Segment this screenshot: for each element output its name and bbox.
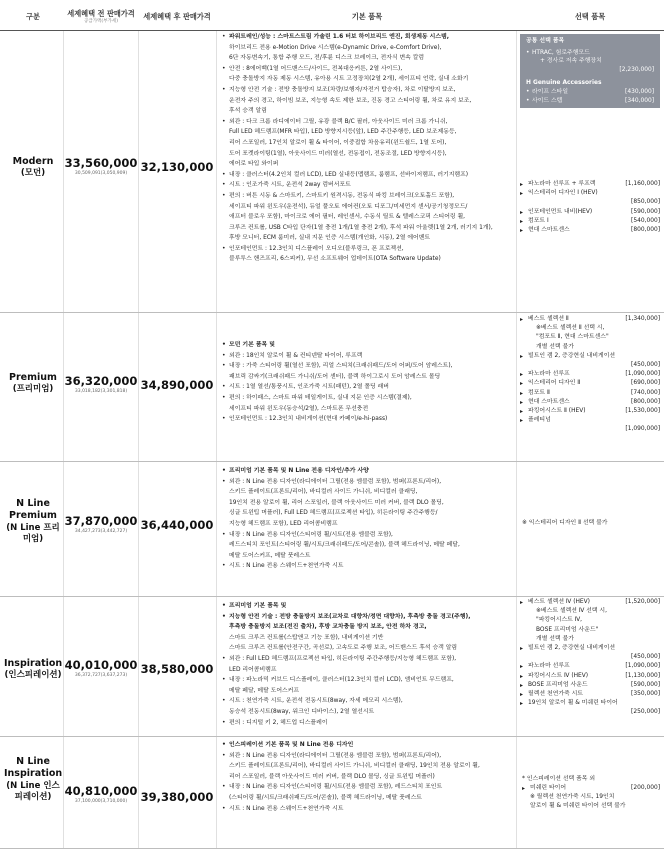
trim-name-nline-premium — [4, 498, 62, 545]
note-line: ※ 릴렉션 천연가죽 시트, 19인치 — [530, 794, 615, 800]
option-price: [450,000] — [631, 654, 660, 661]
header-features: 기본 품목 — [351, 11, 383, 21]
trim-name: N Line Premium — [9, 498, 57, 522]
feature-line: 크루즈 컨트롤, USB C타입 단자(1열 충전 1개/1열 충전 2개), 후석 파워 아울렛(1열 2개, 러기지 1개), — [229, 224, 493, 231]
nline-premium-note: ※ 익스테리어 디자인 Ⅱ 선택 불가 — [522, 520, 608, 526]
feature-line: 에어로 타입 와이퍼 — [229, 161, 279, 168]
option-bose-sound[interactable]: ▸ BOSE 프리미엄 사운드 [590,000] — [520, 681, 660, 690]
trim-name-ko: (N Line 프리미엄) — [6, 522, 60, 544]
option-price: [450,000] — [631, 362, 660, 369]
option-note: "컴포트 Ⅱ, 현대 스마트센스" — [536, 334, 609, 341]
option-platinum[interactable]: ▸ 플레티넘 — [520, 416, 660, 425]
option-panorama-sunroof[interactable]: ▸ 파노라마 선루프 [1,090,000] — [520, 662, 660, 671]
trim-name-ko: (프리미엄) — [12, 384, 54, 395]
feature-line: 지능형 헤드램프 포함), LED 리어콤비램프 — [229, 520, 338, 527]
price-after-nline-premium: 36,440,000 — [140, 518, 214, 532]
feature-line: • 내장 : 가죽 스티어링 휠(열선 포함), 리얼 스티치(크래쉬패드/도어 어퍼/도어 암레스트), — [222, 361, 512, 372]
header-trim: 구분 — [26, 11, 40, 21]
feature-line: 싱글 트윈팁 머플러), Full LED 헤드램프(프로젝션 타입), 히든라이팅 주간주행등/ — [229, 510, 438, 517]
column-divider — [216, 31, 217, 849]
feature-line: • 내장 : N Line 전용 디자인(스티어링 휠/시트(전용 엠블럼 포함), 레드스티치 포인트 — [222, 782, 512, 793]
feature-line: 애프터 블로우 포함), 마이크로 에어 필터, 레인센서, 수동식 틸트 & 텔레스코픽 스티어링 휠, — [229, 214, 466, 221]
feature-line: • 인포테인먼트 : 12.3인치 디스플레이 오디오(블루링크, 폰 프로젝션, — [222, 244, 512, 255]
features-nline-inspiration — [222, 740, 512, 814]
trim-name-modern — [4, 156, 62, 179]
options-modern — [520, 180, 660, 235]
trim-name-nline-inspiration — [4, 756, 62, 803]
option-19inch-wheel[interactable]: ▸ 19인치 알로이 휠 & 미쉐린 타이어 — [520, 699, 660, 708]
option-note: BOSE 프리미엄 사운드" — [536, 626, 599, 633]
feature-line: • 외관 : 18인치 알로이 휠 & 컨티넨탈 타이어, 루프랙 — [222, 351, 512, 362]
feature-line: 스마트 크루즈 컨트롤(안전구간, 곡선로), 고속도로 주행 보조, 어드밴스드 후석 승객 알림 — [229, 645, 458, 652]
option-note: 개별 선택 불가 — [536, 343, 574, 350]
feature-line: 6단 자동변속기, 통합 주행 모드, 전/후륜 디스크 브레이크, 전자식 변속 칼럼 — [229, 55, 425, 62]
feature-line: • 안전 : 8에어백(1열 어드밴스드/사이드, 전복대응커튼, 2열 사이드), — [222, 64, 512, 75]
feature-line: • 지능형 안전 기술 : 전방 충돌방지 보조(교차로 대향차/정면 대향차), 후측방 충돌 경고(주행), — [222, 612, 512, 623]
feature-line: 리어 스포일러, 블랙 아웃사이드 미러 커버, 블랙 DLO 몰딩, 싱글 트윈팁 머플러) — [229, 773, 435, 780]
header-price-before-label: 세제혜택 전 판매가격 — [67, 8, 135, 18]
feature-line: LED 리어콤비램프 — [229, 666, 277, 673]
option-exterior-design-2[interactable]: ▸ 익스테리어 디자인 Ⅱ [690,000] — [520, 379, 660, 388]
feature-line: • 편의 : 버튼 시동 & 스마트키, 스마트키 원격시동, 전동식 파킹 브레이크(오토홀드 포함), — [222, 191, 512, 202]
header-options: 선택 품목 — [574, 11, 606, 21]
price-before-premium — [64, 374, 138, 394]
feature-line: • 모던 기본 품목 및 — [222, 340, 512, 351]
accessory-side-step[interactable]: • 사이드 스텝 [340,000] — [526, 97, 654, 106]
feature-line: • 외관 : N Line 전용 디자인(라디에이터 그릴(전용 엠블럼 포함), 범퍼(프론트/리어), — [222, 477, 512, 488]
feature-line: • 시트 : N Line 전용 스웨이드+천연가죽 시트 — [222, 561, 512, 572]
trim-name-ko: (인스피레이션) — [4, 670, 62, 681]
feature-line: 메탈 페달, 메탈 도어스커프 — [229, 687, 300, 694]
header-price-before-sub: 공급가액(부가세) — [84, 18, 118, 24]
feature-line: • 프리미엄 기본 품목 및 — [222, 601, 512, 612]
feature-line: • 편의 : 하이패스, 스마트 파워 테일게이트, 실내 지문 인증 시스템(결제), — [222, 393, 512, 404]
nline-inspiration-note — [522, 775, 660, 811]
price-before-sub: 34,427,273(3,442,727) — [74, 529, 128, 534]
option-exterior-design-1[interactable]: ▸ 익스테리어 디자인 Ⅰ (HEV) — [520, 189, 660, 198]
option-panorama-sunroof[interactable]: ▸ 파노라마 선루프 [1,090,000] — [520, 370, 660, 379]
options-inspiration — [520, 598, 660, 718]
feature-line: 후측방 충돌방지 보조(전진 출차), 후방 교차충돌 방지 보조, 안전 하차 경고, — [229, 624, 427, 631]
table-header — [0, 6, 664, 28]
feature-line: 레드스티치 포인트(스티어링 휠/시트/크래쉬패드/도어/콘솔)), 블랙 헤드라이닝, 메탈 페달, — [229, 542, 460, 549]
accessory-lifestyle[interactable]: • 라이프 스타일 [430,000] — [526, 88, 654, 97]
feature-line: • 내장 : 클러스터(4.2인치 컬러 LCD), LED 실내등(맵램프, 룸램프, 선바이저램프, 러기지램프) — [222, 170, 512, 181]
feature-line: • 시트 : 1열 열선/통풍시트, 인조가죽 시트(패턴), 2열 폴딩 래버 — [222, 382, 512, 393]
trim-name-inspiration — [4, 658, 62, 681]
feature-line: 블루투스 핸즈프리, 6스피커), 무선 소프트웨어 업데이트(OTA Software Update) — [229, 256, 441, 263]
column-divider — [516, 31, 517, 849]
feature-line: 운전자 주의 경고, 하이빔 보조, 지능형 속도 제한 보조, 진동 경고 스티어링 휠, 차로 유지 보조, — [229, 97, 472, 104]
column-divider — [138, 31, 139, 849]
feature-line: 후석 승객 알림 — [229, 108, 267, 115]
option-note: ※베스트 셀렉션 Ⅳ 선택 시, — [536, 608, 607, 615]
price-after-premium: 34,890,000 — [140, 378, 214, 392]
feature-line: • 인포테인먼트 : 12.3인치 내비게이션(현대 카페이/e-hi-pass) — [222, 414, 512, 425]
option-price: [1,090,000] — [625, 426, 660, 433]
price-before-nline-premium — [64, 514, 138, 534]
option-best-selection-2[interactable]: ▸ 베스트 셀렉션 Ⅱ [1,340,000] — [520, 315, 660, 324]
note-line: 알로이 휠 & 미쉐린 타이어 선택 불가 — [530, 803, 626, 809]
options-premium — [520, 315, 660, 435]
row-divider — [0, 312, 664, 313]
feature-line: 스키드 플레이트(프론트/리어), 바디컬러 사이드 가니쉬, 비디컬러 클래딩, — [229, 489, 418, 496]
feature-line: 세이프티 파워 윈도우(동승석/2열), 스마트폰 무선충전 — [229, 405, 369, 412]
features-nline-premium — [222, 466, 512, 572]
price-before-sub: 37,100,000(3,710,000) — [74, 799, 128, 804]
option-note: "파킹어시스트 Ⅳ, — [536, 617, 583, 624]
trim-name: Premium — [9, 372, 57, 383]
feature-line: 19인치 전용 알로이 휠, 리어 스포일러, 블랙 아웃사이드 미러 커버, 블랙 DLO 몰딩, — [229, 499, 444, 506]
feature-line: • 지능형 안전 기술 : 전방 충돌방지 보조(차량/보행자/자전거 탑승자), 차로 이탈방지 보조, — [222, 85, 512, 96]
price-before-value: 37,870,000 — [64, 514, 138, 528]
option-comfort-1[interactable]: ▸ 컴포트 Ⅰ [540,000] — [520, 217, 660, 226]
price-before-sub: 33,018,182(3,301,818) — [74, 389, 128, 394]
feature-line: Full LED 헤드램프(MFR 타입), LED 방향지시등(앞), LED 주간주행등, LED 보조제동등, — [229, 129, 457, 136]
option-smart-sense[interactable]: ▸ 현대 스마트센스 [800,000] — [520, 226, 660, 235]
price-before-nline-inspiration — [64, 784, 138, 804]
feature-line: 다중 충돌방지 자동 제동 시스템, 유아용 시트 고정장치(2열 2개), 세이프티 언락, 실내 소화기 — [229, 76, 469, 83]
feature-line: • 시트 : 천연가죽 시트, 운전석 전동시트(8way, 자세 메모리 시스템), — [222, 696, 512, 707]
option-panorama-rack[interactable]: ▸ 파노라마 선루프 + 루프랙 [1,160,000] — [520, 180, 660, 189]
common-option-htrac[interactable]: • HTRAC, 험로주행모드 — [526, 49, 654, 58]
feature-line: 스키드 플레이트(프론트/리어), 바디컬러 사이드 가니쉬, 비디컬러 클래딩, 19인치 전용 알로이 휠, — [229, 763, 480, 770]
row-divider — [0, 736, 664, 737]
option-parking-assist-2[interactable]: ▸ 파킹어시스트 Ⅱ (HEV) [1,530,000] — [520, 407, 660, 416]
trim-name: N Line Inspiration — [4, 756, 63, 780]
row-divider — [0, 461, 664, 462]
feature-line: 리어 스포일러, 17인치 알로이 휠 & 타이어, 이중접합 차음유리(윈드쉴드, 1열 도어), — [229, 139, 447, 146]
feature-line: 도어 포켓라이팅(1열), 아웃사이드 미러(열선, 전동접이, 전동조절, LED 방향지시등), — [229, 150, 447, 157]
price-before-value: 33,560,000 — [64, 156, 138, 170]
common-option-htrac-sub: + 경사로 저속 주행장치 — [540, 58, 602, 65]
trim-name-premium — [4, 372, 62, 395]
feature-line: 메탈 도어스커프, 메탈 풋레스트 — [229, 552, 311, 559]
header-divider — [0, 30, 664, 31]
option-price: [250,000] — [631, 709, 660, 716]
feature-line: 하이브리드 전용 e-Motion Drive 시스템(e-Dynamic Drive, e-Comfort Drive), — [229, 44, 442, 51]
feature-line: • 편의 : 디지털 키 2, 헤드업 디스플레이 — [222, 718, 512, 729]
feature-line: • 인스피레이션 기본 품목 및 N Line 전용 디자인 — [222, 740, 512, 751]
trim-name-ko: (N Line 인스피레이션) — [6, 780, 60, 802]
price-before-sub: 30,509,091(3,050,909) — [74, 171, 128, 176]
trim-name: Inspiration — [4, 658, 63, 669]
column-divider — [63, 31, 64, 849]
price-before-value: 36,320,000 — [64, 374, 138, 388]
common-options-box — [520, 34, 660, 108]
option-michelin-tire[interactable]: ▸ 미쉐린 타이어 [200,000] — [522, 785, 660, 792]
common-options-title: 공통 선택 품목 — [526, 38, 565, 44]
trim-name: Modern — [12, 156, 54, 167]
option-best-selection-4[interactable]: ▸ 베스트 셀렉션 Ⅳ (HEV) [1,520,000] — [520, 598, 660, 607]
row-divider — [0, 596, 664, 597]
option-price: [850,000] — [631, 199, 660, 206]
option-comfort-2[interactable]: ▸ 컴포트 Ⅱ [740,000] — [520, 389, 660, 398]
price-before-value: 40,010,000 — [64, 658, 138, 672]
option-parking-assist-4[interactable]: ▸ 파킹어시스트 Ⅳ (HEV) [1,130,000] — [520, 672, 660, 681]
price-after-nline-inspiration: 39,380,000 — [140, 790, 214, 804]
feature-line: 후방 모니터, ECM 룸미러, 실내 지문 인증 시스템(개인화, 시동), 2열 에어벤트 — [229, 235, 431, 242]
feature-line: • 파워트레인/성능 : 스마트스트림 가솔린 1.6 터보 하이브리드 엔진, 회생제동 시스템, — [222, 32, 512, 43]
feature-line: • 시트 : N Line 전용 스웨이드+천연가죽 시트 — [222, 804, 512, 815]
feature-line: (스티어링 휠/시트/크래쉬패드/도어/콘솔)), 블랙 헤드라이닝, 메탈 풋레스트 — [229, 794, 422, 801]
option-relaxation-seat[interactable]: ▸ 릴렉션 천연가죽 시트 [350,000] — [520, 690, 660, 699]
common-option-htrac-price: [2,230,000] — [619, 66, 654, 73]
feature-line: 세이프티 파워 윈도우(운전석), 듀얼 풀오토 에어컨(오토 디포그/미세먼지 센서/공기청정모드/ — [229, 203, 468, 210]
row-divider — [0, 848, 664, 849]
features-modern — [222, 32, 512, 265]
feature-line: • 시트 : 인조가죽 시트, 운전석 2way 럼버서포트 — [222, 180, 512, 191]
price-before-sub: 36,372,727(3,637,273) — [74, 673, 128, 678]
price-before-value: 40,810,000 — [64, 784, 138, 798]
header-price-after: 세제혜택 후 판매가격 — [143, 11, 211, 21]
price-before-inspiration — [64, 658, 138, 678]
option-infotainment-navi[interactable]: ▸ 인포테인먼트 내비(HEV) [590,000] — [520, 208, 660, 217]
option-builtin-cam[interactable]: ▸ 빌트인 캠 2, 증강현실 내비게이션 — [520, 352, 660, 361]
feature-line: • 외관 : N Line 전용 디자인(라디에이터 그릴(전용 엠블럼 포함), 범퍼(프론트/리어), — [222, 751, 512, 762]
header-price-before — [64, 6, 138, 28]
feature-line: • 프리미엄 기본 품목 및 N Line 전용 디자인/추가 사양 — [222, 466, 512, 477]
option-builtin-cam[interactable]: ▸ 빌트인 캠 2, 증강현실 내비게이션 — [520, 644, 660, 653]
price-before-modern — [64, 156, 138, 176]
feature-line: • 외관 : Full LED 헤드램프(프로젝션 타입, 히든라이팅 주간주행등/지능형 헤드램프 포함), — [222, 654, 512, 665]
option-smart-sense[interactable]: ▸ 현대 스마트센스 [800,000] — [520, 398, 660, 407]
option-note: ※베스트 셀렉션 Ⅱ 선택 시, — [536, 325, 605, 332]
feature-line: • 외관 : 다크 크롬 라디에이터 그릴, 유광 블랙 B/C 필러, 아웃사이드 미러 크롬 가니쉬, — [222, 117, 512, 128]
option-note: 개별 선택 불가 — [536, 635, 574, 642]
price-after-inspiration: 38,580,000 — [140, 662, 214, 676]
note-line: * 인스피레이션 선택 품목 외 — [522, 776, 596, 782]
features-inspiration — [222, 601, 512, 728]
feature-line: 동승석 전동시트(8way, 워크인 디바이스), 2열 열선시트 — [229, 708, 375, 715]
accessories-title: H Genuine Accessories — [526, 80, 602, 87]
price-after-modern: 32,130,000 — [140, 160, 214, 174]
trim-name-ko: (모던) — [20, 168, 46, 179]
feature-line: • 내장 : 파노라믹 커브드 디스플레이, 클러스터(12.3인치 컬러 LCD), 앰비언트 무드램프, — [222, 675, 512, 686]
feature-line: 패브릭 감싸기(크래쉬패드 가니쉬/도어 센터), 블랙 하이그로시 도어 암레스트 몰딩 — [229, 373, 441, 380]
feature-line: 스마트 크루즈 컨트롤(스탑앤고 기능 포함), 내비게이션 기반 — [229, 634, 384, 641]
feature-line: • 내장 : N Line 전용 디자인(스티어링 휠/시트(전용 엠블럼 포함), — [222, 530, 512, 541]
features-premium — [222, 340, 512, 425]
